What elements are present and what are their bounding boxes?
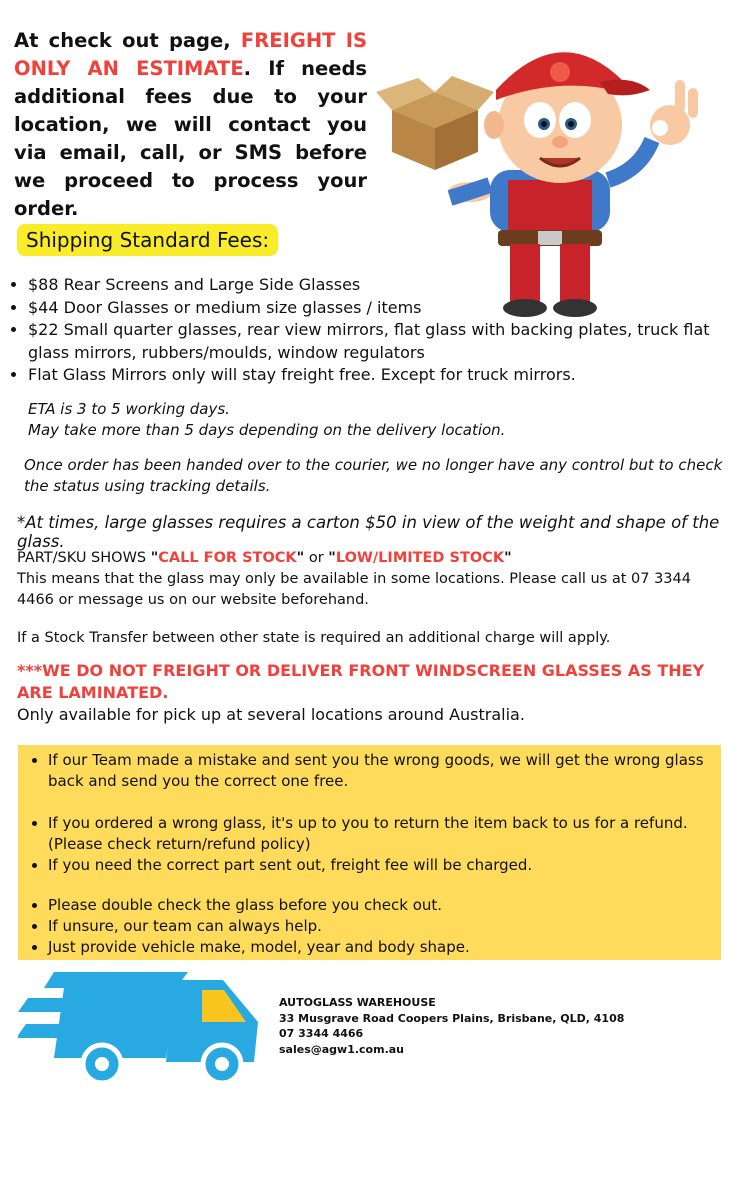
list-item: • If our Team made a mistake and sent you the wrong goods, we will get the wrong glass back and send you the correct one free.	[48, 750, 708, 792]
list-item: • Please double check the glass before you check out.	[48, 895, 708, 916]
list-item: • Just provide vehicle make, model, year and body shape.	[48, 937, 708, 958]
policy-list	[30, 750, 708, 792]
windscreen-warning: ***WE DO NOT FREIGHT OR DELIVER FRONT WINDSCREEN GLASSES AS THEY ARE LAMINATED.	[17, 661, 705, 702]
freight-estimate-highlight: FREIGHT IS ONLY AN ESTIMATE	[14, 29, 367, 80]
company-name: AUTOGLASS WAREHOUSE	[279, 996, 436, 1009]
stock-status-text: This means that the glass may only be available in some locations. Please call us at 07 3344 4466 or message us on our website beforehand.	[17, 571, 691, 608]
stock-status-note	[17, 548, 697, 611]
stock-status-or: or	[304, 550, 329, 566]
carton-note: *At times, large glasses requires a carton $50 in view of the weight and shape of the glass.	[17, 513, 720, 551]
list-item: • $88 Rear Screens and Large Side Glasses	[28, 274, 741, 297]
list-item: • $22 Small quarter glasses, rear view mirrors, flat glass with backing plates, truck flat glass mirrors, rubbers/moulds, window regulators	[28, 319, 741, 364]
shipping-fees-heading: Shipping Standard Fees:	[17, 224, 278, 256]
company-email: sales@agw1.com.au	[279, 1042, 405, 1056]
list-item: • If unsure, our team can always help.	[48, 916, 708, 937]
cardboard-box-icon	[376, 76, 494, 170]
stock-status-heading: PART/SKU SHOWS "CALL FOR STOCK" or "LOW/LIMITED STOCK"	[17, 550, 512, 566]
policy-list	[30, 813, 708, 876]
policy-list	[30, 895, 708, 958]
list-item: • $44 Door Glasses or medium size glasses / items	[28, 297, 741, 320]
returns-policy-panel	[18, 745, 721, 960]
list-item: • If you need the correct part sent out, freight fee will be charged.	[48, 855, 708, 876]
freight-notice-rest: . If needs additional fees due to your location, we will contact you via email, call, or SMS before we proceed to process your order.	[14, 57, 368, 220]
pickup-note: Only available for pick up at several locations around Australia.	[17, 705, 525, 724]
list-item: • If you ordered a wrong glass, it's up to you to return the item back to us for a refund. (Please check return/refund policy)	[48, 813, 708, 855]
contact-info	[279, 995, 624, 1057]
eta-line: May take more than 5 days depending on the delivery location.	[28, 421, 506, 439]
shipping-fees-list	[10, 274, 741, 387]
eta-line: ETA is 3 to 5 working days.	[28, 400, 230, 418]
call-for-stock-label: CALL FOR STOCK	[158, 550, 297, 566]
list-item: • Flat Glass Mirrors only will stay freight free. Except for truck mirrors.	[28, 364, 741, 387]
freight-notice	[14, 27, 367, 223]
freight-notice-lead: At check out page,	[14, 29, 241, 52]
delivery-truck-icon	[18, 966, 268, 1086]
company-phone: 07 3344 4466	[279, 1027, 364, 1040]
low-stock-label: LOW/LIMITED STOCK	[335, 550, 505, 566]
stock-status-prefix: PART/SKU SHOWS	[17, 550, 151, 566]
courier-note: Once order has been handed over to the courier, we no longer have any control but to check the status using tracking details.	[24, 456, 723, 495]
eta-note	[28, 399, 628, 441]
stock-transfer-note: If a Stock Transfer between other state is required an additional charge will apply.	[17, 630, 611, 646]
company-address: 33 Musgrave Road Coopers Plains, Brisbane, QLD, 4108	[279, 1011, 625, 1025]
